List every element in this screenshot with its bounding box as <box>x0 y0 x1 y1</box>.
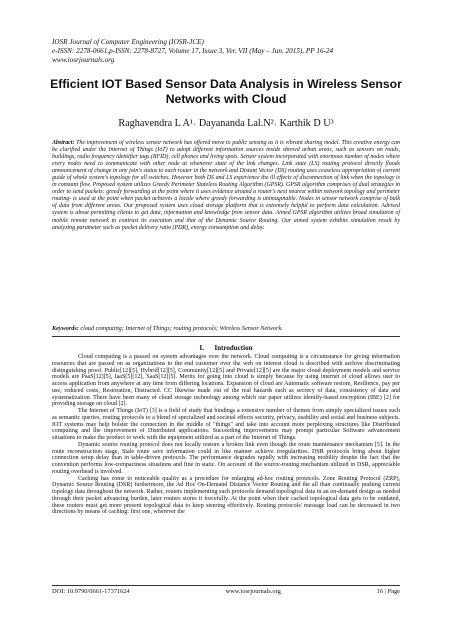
section-divider <box>52 336 400 337</box>
footer-url: www.iosrjournals.org <box>225 588 281 595</box>
paragraph: Dynamic source routing protocol does not locally restore a broken link even though the route maintenance mechanism [5]. In the route reconstruction stage, Stale route save information could in like manner achieve irregularities. DSR protocols bring about higher connection setup delay than in table-driven protocols. The performance degrades rapidly with increasing mobility despite the fact that the convention performs low-compactness situations and fine in static. On account of the source-routing mechanism utilized in DSR, appreciable routing overhead is involved. <box>52 441 400 475</box>
page-footer <box>52 588 400 595</box>
paragraph: Caching has come to noticeable quality as a procedure for enlarging ad-hoc routing protocols. Zone Routing Protocol (ZRP), Dynamic Source Routing (DSR) furthermore, the Ad Hoc On-Demand Distance Vector Routing and the all than continually pushing current topology data throughout the network. Rather, routers implementing such protocols demand topological data in an on-demand design as needed through their packet advancing burden, later routers stores it forcefully. At the point when their cached topological data gets to be outdated, these routers must get more present topological data to keep steering effectively. Routing protocols' message load can be decreased in two directions by means of caching: first one, wherever the <box>52 475 400 516</box>
footer-doi: DOI: 10.9790/0661-17371624 <box>52 588 130 595</box>
footer-page-number: 16 | Page <box>376 588 400 595</box>
abstract-label: Abstract: <box>52 140 75 146</box>
body-text <box>52 354 400 516</box>
abstract-text: The improvement of wireless sensor network has offered move to public sensing as it is vibrant sharing model. This creative energy can be clarified under the Internet of Things (IoT) to adopt different information sources inside shrewd urban areas, such as sensors on roads, buildings, radio frequency identifier tags (RFID), cell phones and living spots. Sensor system incorporated with enormous number of nodes where every nodes need to communicate with other node at whenever state of the link changes. Link state (LS) routing protocol directly floods announcement of change in any join's status to each router in the network and Distant Vector (DS) routing uses ceaseless appropriation of current guide of whole system's topology for all switches. However both DS and LS experience the ill effects of disconnection of link when the topology is in constant flow. Proposed system utilizes Greedy Perimeter Stateless Routing Algorithm (GPSR). GPSR algorithm comprises of dual strategies in order to send packets: greedy forwarding at the point where it uses evidence around a router's next nearest within network topology and perimeter routing- is used at the point when packet achieves a locale where greedy forwarding is unimaginable. Nodes in sensor network comprise of bulk of data from different areas. Our proposed system uses cloud storage platform that is extremely helpful to perform data calculation. Advised system is about permitting clients to get data, information and knowledge from sensor data. Aimed GPSR algorithm utilizes broad simulation of mobile remote network to contrast its execution and that of the Dynamic Source Routing. Our aimed system exhibits simulation result by analyzing parameter such as packet delivery ratio (PDR), energy consumption and delay. <box>52 140 401 231</box>
journal-name: IOSR Journal of Computer Engineering (IOSR-JCE) <box>52 38 204 46</box>
journal-header <box>52 38 333 66</box>
paragraph: The Internet of Things (IoT) [3] is a field of study that bindings a extensive number of themes from simply specialized issues such as semantic queries, routing protocols to a blend of specialized and societal effects security, privacy, usability and social and business subjects. IOT systems may help bolster the connection in the middle of "things" and take into account more perplexing structures like Distributed computing and the improvement of Distributed applications. Succeeding improvements may prompt particular Software advancement situations to make the product to work with the equipment utilized as a part of the Internet of Things. <box>52 408 400 441</box>
abstract <box>52 140 400 232</box>
section-heading: I. Introduction <box>199 344 253 352</box>
author-list: Raghavendra L A¹˒ Dayananda Lal.N²˒ Karthik D U³ <box>118 118 334 129</box>
paragraph: Cloud computing is a passed on system advantages over the network. Cloud computing is a circumstance for giving information resources that are passed on as organizations to the end customer over the web on interest cloud is described with archive discriminating distinguishing proof. Public[12][5], Hybrid[12][5], Community[12][5] and Private[12][5] are the major cloud deployment models and service models are PaaS[12][5], IaaS[5][12], SaaS[12][5]. Merits for going into cloud is simply because by using internet of cloud allows user to access application from anywhere at any time from differing locations. Expansion of cloud are Automatic software restore, Resilience, pay per use, reduced costs, Restoration, Distracted. CC likewise made out of the real hazards such as secrecy of data, consistency of data and systematization. There have been many of cloud storage technology among which our paper utilizes identify-based encryption (IBE) [2] for providing storage on cloud [2]. <box>52 354 400 408</box>
footer-divider <box>52 585 400 586</box>
paper-title: Efficient IOT Based Sensor Data Analysis in Wireless Sensor Networks with Cloud <box>50 77 402 106</box>
journal-url: www.iosrjournals.org <box>52 56 115 65</box>
keywords <box>52 325 400 332</box>
keywords-text: cloud computing; Internet of Things; routing protocols; Wireless Sensor Network. <box>80 325 283 332</box>
journal-issn: e-ISSN: 2278-0661,p-ISSN: 2278-8727, Volume 17, Issue 3, Ver. VII (May – Jun. 2015), PP 16-24 <box>52 47 334 56</box>
keywords-label: Keywords: <box>52 325 79 332</box>
